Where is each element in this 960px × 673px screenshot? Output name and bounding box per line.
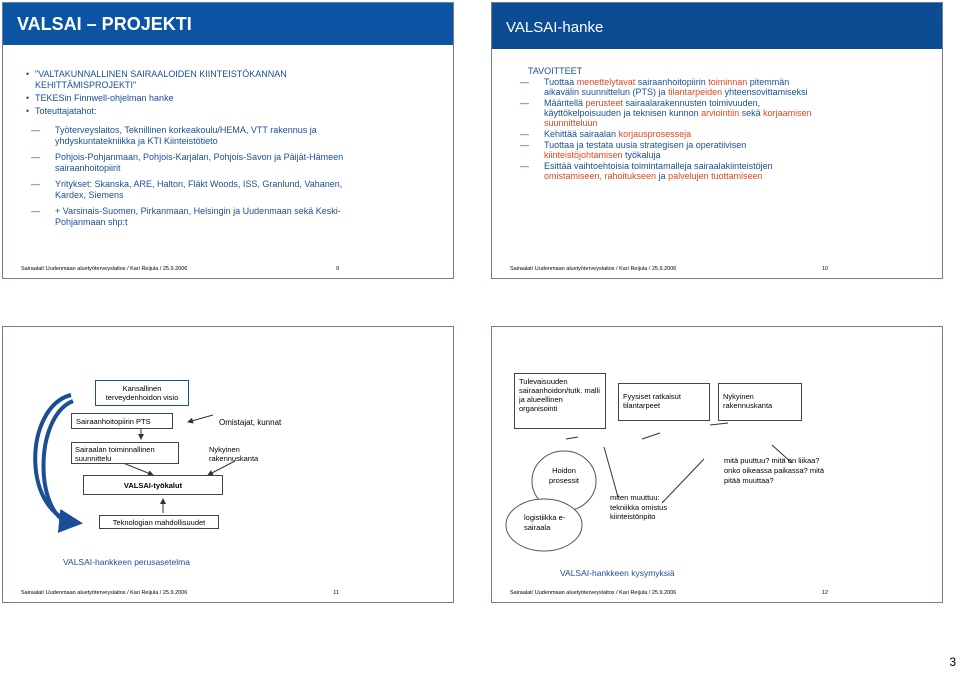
goal-text-segment: sairaalarakennusten toimivuuden, käyttökelpoisuuden ja teknisen kunnon <box>544 98 761 118</box>
tech-box: Teknologian mahdollisuudet <box>99 515 219 529</box>
goal-item <box>520 97 824 128</box>
goal-text-segment: arviointiin <box>701 108 740 118</box>
dash-bullet: — <box>520 140 529 150</box>
goal-item <box>520 139 824 160</box>
slide-12-footer: Sairaalat/ Uudenmaan aluetyöterveyslaitos / Kari Reijula / 25.9.2006 <box>510 590 677 596</box>
goal-item <box>520 160 824 181</box>
goal-text-segment: menettelytavat <box>576 77 636 87</box>
goal-text-segment: sairaanhoitopiirin <box>635 77 709 87</box>
slide-9-page-number: 9 <box>335 266 339 272</box>
planning-box: Sairaalan toiminnallinen suunnittelu <box>71 442 179 464</box>
slide-12-page-number: 12 <box>821 590 828 596</box>
dash-bullet: — <box>520 98 529 108</box>
slide-10-footer: Sairaalat/ Uudenmaan aluetyöterveyslaitos / Kari Reijula / 25.9.2006 <box>510 266 677 272</box>
goal-text-segment: Tuottaa <box>544 77 577 87</box>
goal-item <box>520 77 824 97</box>
slide-9 <box>2 2 454 279</box>
goal-text-segment: sekä <box>739 108 764 118</box>
document-page-number: 3 <box>949 655 956 669</box>
slide-12-connectors <box>492 327 943 603</box>
tools-box: VALSAI-työkalut <box>83 475 223 495</box>
goal-item <box>520 128 824 139</box>
goal-text-segment: omistamiseen, rahoitukseen <box>544 171 657 181</box>
dash-bullet: — <box>520 129 529 139</box>
goal-text-segment: Kehittää sairaalan <box>544 129 619 139</box>
goal-text-segment: ja <box>656 171 669 181</box>
goal-text-segment: Esittää vaihtoehtoisia toimintamalleja sairaalakiinteistöjen <box>544 161 773 171</box>
sub-item: — Yritykset: Skanska, ARE, Halton, Fläkt Woods, ISS, Granlund, Vahanen, Kardex, Siemens <box>31 179 343 200</box>
slide-10-items <box>520 77 824 181</box>
slide-11-page-number: 11 <box>333 590 339 596</box>
change-label: miten muuttuu: tekniikka omistus kiinteistönpito <box>610 493 668 521</box>
dash-bullet: — <box>520 77 529 87</box>
care-label: Hoidon prosessit <box>548 466 579 485</box>
goal-text-segment: korjausprosesseja <box>618 129 692 139</box>
slide-9-footer: Sairaalat/ Uudenmaan aluetyöterveyslaitos / Kari Reijula / 25.9.2006 <box>21 266 188 272</box>
questions-label: mitä puuttuu? mitä on liikaa? onko oikeassa paikassa? mitä pitää muuttaa? <box>724 456 825 485</box>
slide-12-caption: VALSAI-hankkeen kysymyksiä <box>560 568 675 578</box>
bullet-item: • Toteuttajatahot: <box>26 106 97 116</box>
sub-item: — Työterveyslaitos, Teknillinen korkeakoulu/HEMA, VTT rakennus ja yhdyskuntatekniikka ja KTI Kiinteistötieto <box>31 125 317 146</box>
slide-10-title: VALSAI-hanke <box>506 19 604 36</box>
slide-9-bullets <box>26 69 355 117</box>
goal-text-segment: korjaamisen suunnitteluun <box>544 108 812 128</box>
goal-text-segment: pitemmän aikavälin suunnittelun (PTS) ja <box>544 77 790 97</box>
owners-label: Omistajat, kunnat <box>219 418 282 427</box>
bullet-item: • "VALTAKUNNALLINEN SAIRAALOIDEN KIINTEISTÖKANNAN KEHITTÄMISPROJEKTI" <box>26 69 287 90</box>
slide-11-caption: VALSAI-hankkeen perusasetelma <box>63 557 190 567</box>
sub-item: — + Varsinais-Suomen, Pirkanmaan, Helsingin ja Uudenmaan sekä Keski-Pohjanmaan shp:t <box>31 206 341 227</box>
sub-item: — Pohjois-Pohjanmaan, Pohjois-Karjalan, Pohjois-Savon ja Päijät-Hämeen sairaanhoitopiirit <box>31 152 344 173</box>
slide-9-subitems <box>31 125 345 228</box>
slide-11-footer: Sairaalat/ Uudenmaan aluetyöterveyslaitos / Kari Reijula / 25.9.2006 <box>21 590 188 596</box>
goal-text-segment: Määritellä <box>544 98 586 108</box>
vision-box: Kansallinen terveydenhoidon visio <box>95 380 189 406</box>
stock-box: Nykyinen rakennuskanta <box>718 383 802 421</box>
stock-label: Nykyinen rakennuskanta <box>209 445 259 463</box>
goal-text-segment: työkaluja <box>622 150 661 160</box>
slide-9-title: VALSAI – PROJEKTI <box>17 14 192 34</box>
goal-text-segment: perusteet <box>585 98 624 108</box>
dash-bullet: — <box>520 161 529 171</box>
slide-12 <box>491 326 943 603</box>
slide-10-heading: TAVOITTEET <box>528 66 583 76</box>
goal-text-segment: yhteensovittamiseksi <box>722 87 808 97</box>
slide-10-page-number: 10 <box>821 266 828 272</box>
goal-text-segment: tilantarpeiden <box>668 87 723 97</box>
bullet-item: • TEKESin Finnwell-ohjelman hanke <box>26 93 174 103</box>
pts-box: Sairaanhoitopiirin PTS <box>71 413 173 429</box>
goal-text-segment: toiminnan <box>708 77 748 87</box>
fixed-box: Fyysiset ratkaisut tilantarpeet <box>618 383 710 421</box>
logistics-label: logistiikka e-sairaala <box>524 513 566 532</box>
goal-text-segment: Tuottaa ja testata uusia strategisen ja operatiivisen <box>544 140 747 150</box>
goal-text-segment: kiinteistöjohtamisen <box>544 150 623 160</box>
slide-11 <box>2 326 454 603</box>
slide-10 <box>491 2 943 279</box>
goal-text-segment: palvelujen tuottamiseen <box>668 171 763 181</box>
future-box: Tulevaisuuden sairaanhoidon/tutk. malli ja alueellinen organisointi <box>514 373 606 429</box>
